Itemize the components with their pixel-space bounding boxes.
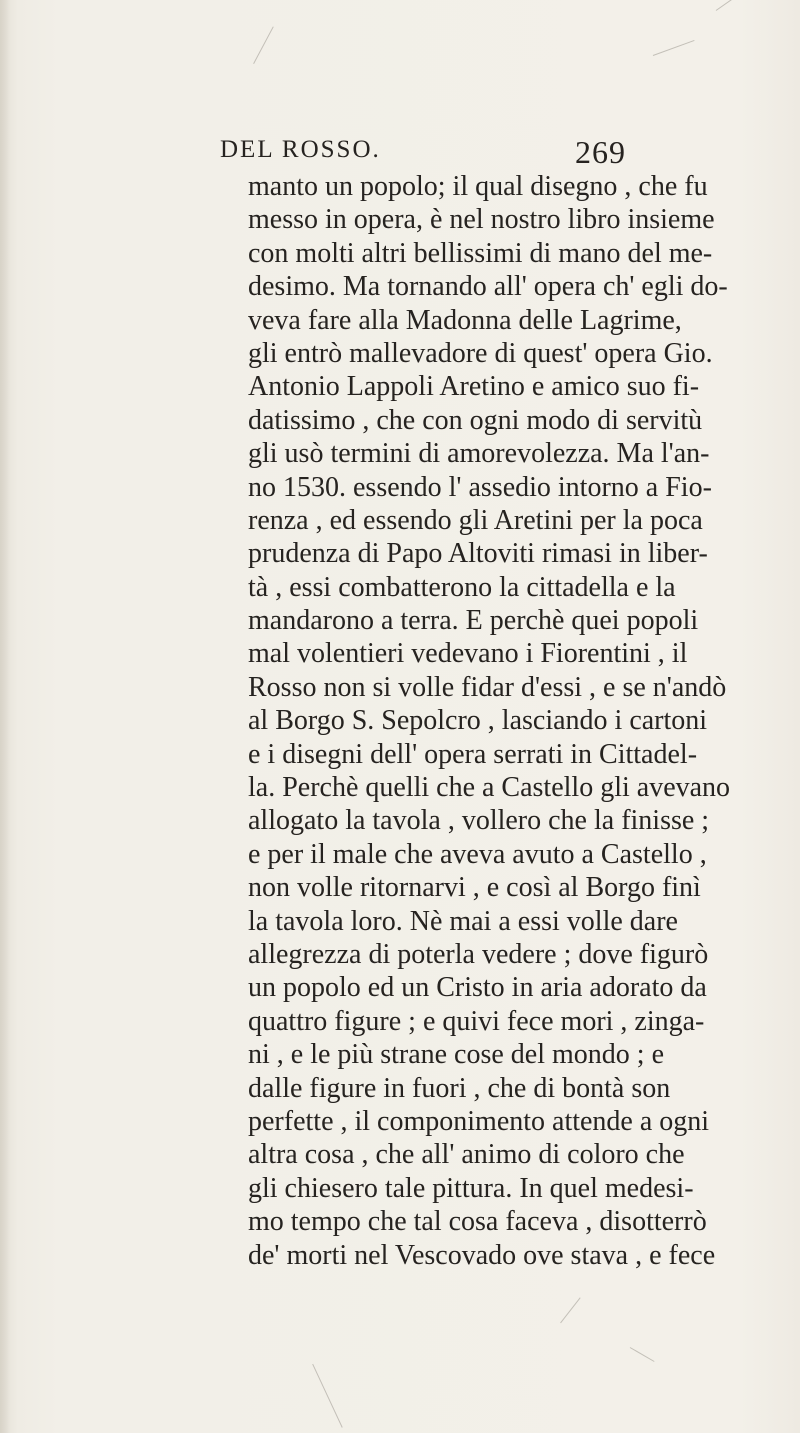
- scan-mark: [630, 1347, 655, 1362]
- scan-mark: [253, 26, 274, 64]
- text-line: con molti altri bellissimi di mano del me-: [248, 237, 713, 269]
- running-head: [220, 136, 626, 170]
- text-line: mandarono a terra. E perchè quei popoli: [248, 605, 699, 637]
- text-line: dalle figure in fuori , che di bontà son: [248, 1072, 671, 1104]
- text-line: altra cosa , che all' animo di coloro che: [248, 1139, 685, 1171]
- text-line: la tavola loro. Nè mai a essi volle dare: [248, 905, 678, 937]
- text-line: gli chiesero tale pittura. In quel medesi-: [248, 1172, 694, 1204]
- text-line: de' morti nel Vescovado ove stava , e fece: [248, 1239, 716, 1271]
- text-line: no 1530. essendo l' assedio intorno a Fio-: [248, 471, 712, 503]
- text-line: mal volentieri vedevano i Fiorentini , il: [248, 638, 688, 670]
- text-line: un popolo ed un Cristo in aria adorato da: [248, 972, 707, 1004]
- text-line: perfette , il componimento attende a ogni: [248, 1105, 710, 1137]
- body-text: [248, 170, 731, 1272]
- text-line: allegrezza di poterla vedere ; dove figurò: [248, 938, 709, 970]
- text-line: la. Perchè quelli che a Castello gli avevano: [248, 772, 731, 804]
- text-line: Antonio Lappoli Aretino e amico suo fi-: [248, 371, 700, 403]
- text-line: datissimo , che con ogni modo di servitù: [248, 404, 703, 436]
- text-line: quattro figure ; e quivi fece mori , zinga-: [248, 1005, 705, 1037]
- text-line: gli usò termini di amorevolezza. Ma l'an-: [248, 438, 710, 470]
- scan-mark: [653, 40, 695, 56]
- text-line: manto un popolo; il qual disegno , che fu: [248, 171, 708, 202]
- scan-mark: [716, 0, 753, 11]
- text-line: e i disegni dell' opera serrati in Cittadel-: [248, 738, 698, 770]
- page-binding-edge: [0, 0, 10, 1433]
- text-line: non volle ritornarvi , e così al Borgo finì: [248, 872, 701, 904]
- text-line: e per il male che aveva avuto a Castello ,: [248, 838, 707, 870]
- text-line: gli entrò mallevadore di quest' opera Gio.: [248, 337, 713, 369]
- text-line: messo in opera, è nel nostro libro insieme: [248, 204, 715, 236]
- text-line: tà , essi combatterono la cittadella e la: [248, 571, 676, 603]
- scan-mark: [312, 1364, 342, 1428]
- page-number: 269: [575, 134, 626, 170]
- text-line: allogato la tavola , vollero che la finisse ;: [248, 805, 710, 837]
- text-line: Rosso non si volle fidar d'essi , e se n'andò: [248, 671, 727, 703]
- text-line: renza , ed essendo gli Aretini per la poca: [248, 504, 703, 536]
- text-line: al Borgo S. Sepolcro , lasciando i cartoni: [248, 705, 708, 737]
- scan-mark: [560, 1297, 580, 1323]
- running-title: DEL ROSSO.: [220, 136, 381, 163]
- text-line: veva fare alla Madonna delle Lagrime,: [248, 304, 682, 336]
- text-line: mo tempo che tal cosa faceva , disotterrò: [248, 1206, 707, 1238]
- text-line: prudenza di Papo Altoviti rimasi in liber-: [248, 538, 708, 570]
- text-line: ni , e le più strane cose del mondo ; e: [248, 1039, 664, 1071]
- text-line: desimo. Ma tornando all' opera ch' egli do-: [248, 271, 728, 303]
